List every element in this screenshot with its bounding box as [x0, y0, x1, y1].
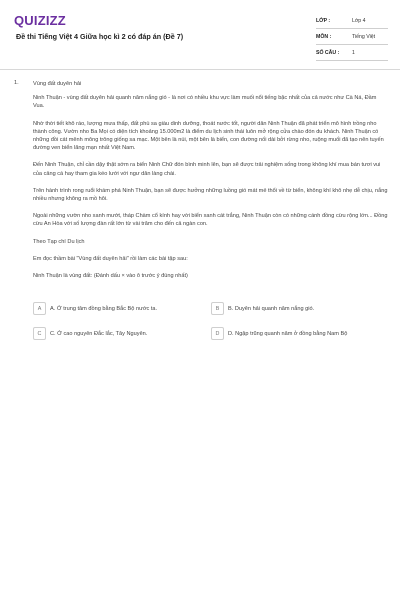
passage-paragraph: Trên hành trình rong ruổi khám phá Ninh Thuận, bạn sẽ được hưởng những luồng gió mát mẻ thổi về từ biển, không khí khô nhẹ dễ chịu, nắng nhiều nhưng không ra mồ hôi.: [33, 187, 388, 203]
option-text: C. Ở cao nguyên Đắc lắc, Tây Nguyên.: [50, 330, 148, 337]
option-text: A. Ở trung tâm đồng bằng Bắc Bộ nước ta.: [50, 305, 158, 312]
question-number: 1.: [14, 80, 19, 86]
option-text: D. Ngập trũng quanh năm ở đồng bằng Nam Bộ: [228, 330, 348, 337]
passage-paragraph: Nhờ thời tiết khô ráo, lượng mưa thấp, đất phù sa giàu dinh dưỡng, thoát nước tốt, người dân Ninh Thuận đã phát triển mô hình trồng nho thành công. Vườn nho Ba Mọi có diện tích khoảng 15.000m2 là điểm du lịch sinh thái luôn mở rộng cửa chào đón du khách. Ninh Thuận có những đồi cát mênh mông trông giống sa mạc. Một bên là núi, một bên là biển, con đường nối dài bởi rừng nho, ruộng muối đã tạo nên tuyến đường ven biển lãng mạn nhất Việt Nam.: [33, 120, 384, 152]
option-c[interactable]: [33, 327, 211, 340]
options-row: [33, 302, 389, 315]
meta-row-subject: [316, 29, 388, 45]
meta-value: Lớp 4: [352, 17, 366, 24]
option-letter[interactable]: B: [211, 302, 224, 315]
question-prompt: Ninh Thuận là vùng đất: (Đánh dấu × vào ô trước ý đúng nhất): [33, 273, 188, 280]
meta-label: MÔN :: [316, 33, 332, 40]
option-letter[interactable]: C: [33, 327, 46, 340]
option-letter[interactable]: A: [33, 302, 46, 315]
page-title: Đề thi Tiếng Việt 4 Giữa học kì 2 có đáp án (Đề 7): [16, 32, 184, 41]
passage-title: Vùng đất duyên hải: [33, 81, 82, 87]
passage-source: Theo Tạp chí Du lịch: [33, 238, 85, 245]
meta-info: [316, 13, 388, 61]
option-a[interactable]: [33, 302, 211, 315]
header: [0, 0, 400, 58]
option-letter[interactable]: D: [211, 327, 224, 340]
passage-paragraph: Ninh Thuận - vùng đất duyên hải quanh năm nắng gió - là nơi có nhiều khu vực làm muối nổi tiếng bậc nhất của cả nước như Cà Ná, Đầm Vua.: [33, 95, 377, 110]
passage-paragraph: Đến Ninh Thuận, chỉ cần dậy thật sớm ra biển Ninh Chữ đón bình minh lên, bạn sẽ được trải nghiệm sống trong không khí mua bán tươi vui của cảng cá hay tham gia kéo lưới với ngư dân làng chài.: [33, 162, 381, 177]
passage-paragraph: Ngoài những vườn nho xanh mướt, tháp Chàm cổ kính hay vời biển xanh cát trắng, Ninh Thuận còn có những cánh đồng cừu rộng lớn... Đồng cừu An Hòa với số lượng đàn rất lớn từ vài trăm cho đến cả ngàn con.: [33, 213, 388, 228]
meta-label: SỐ CÂU :: [316, 49, 340, 56]
option-text: B. Duyên hải quanh năm nắng gió.: [228, 305, 315, 312]
instruction: Em đọc thầm bài "Vùng đất duyên hải" rồi làm các bài tập sau:: [33, 255, 188, 262]
meta-label: LỚP :: [316, 17, 331, 24]
quizizz-logo: QUIZIZZ: [14, 13, 66, 28]
meta-row-count: [316, 45, 388, 61]
answer-options: [33, 302, 389, 352]
question-content: [33, 80, 389, 289]
meta-value: Tiếng Việt: [352, 33, 376, 40]
header-divider: [0, 69, 400, 70]
meta-row-class: [316, 13, 388, 29]
option-b[interactable]: [211, 302, 389, 315]
meta-value: 1: [352, 49, 355, 56]
options-row: [33, 327, 389, 340]
option-d[interactable]: [211, 327, 389, 340]
